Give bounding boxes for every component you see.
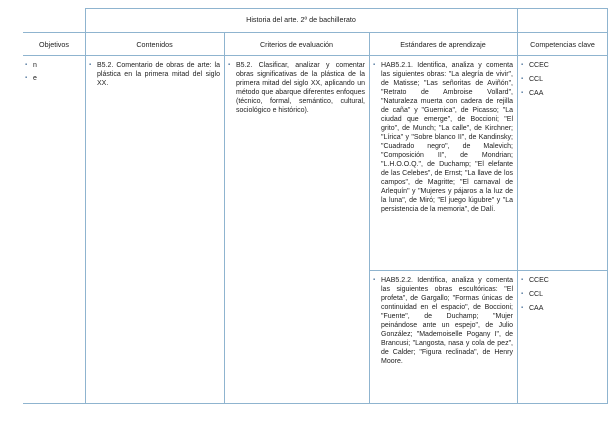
contenido-item: ▪ B5.2. Comentario de obras de arte: la plástica en la primera mitad del siglo XX. [89,61,220,88]
competencia-item: ▪ CAA [521,304,605,313]
competencia-item: ▪ CCEC [521,276,605,285]
table-title: Historia del arte. 2º de bachillerato [246,15,356,24]
estandar-item: ▪ HAB5.2.2. Identifica, analiza y comenta las siguientes obras escultóricas: "El profeta", de Gargallo; "Formas únicas de continuidad en el espacio", de Boccioni; "Fuente", de Duchamp; "Mujer peinándose ante un espejo", de Julio González; "Mademoiselle Pogany I", de Brancusi; "Langosta, nasa y cola de pez", de Calder; "Figura reclinada", de Henry Moore. [373,276,513,366]
right-border [607,8,608,404]
curriculum-table [23,8,608,404]
estandar-item: ▪ HAB5.2.1. Identifica, analiza y comenta las siguientes obras: "La alegría de vivir", de Matisse; "Las señoritas de Aviñón", "Retrato de Ambroise Vollard", "Naturaleza muerta con cadera de rejilla de caña" y "Guernica", de Picasso; "La ciudad que emerge", de Boccioni; "El grito", de Munch; "La calle", de Kirchner; "Lírica" y "Sobre blanco II", de Kandinsky; "Cuadrado negro", de Malevich; "Composición II", de Mondrian; "L.H.O.O.Q.", de Duchamp; "El elefante de las Celebes", de Ernst; "La llave de los campos", de Magritte; "El carnaval de Arlequín" y "Mujeres y pájaros a la luz de la luna", de Miró; "El juego lúgubre" y "La persistencia de la memoria", de Dalí. [373,61,513,214]
header-estandares: Estándares de aprendizaje [400,40,486,49]
objetivo-item: ▪ n [25,61,83,70]
top-border [85,8,608,9]
header-competencias: Competencias clave [530,40,595,49]
header-bottom-border [23,55,608,56]
estandares-cell-1 [373,61,513,218]
competencias-cell-1 [521,61,605,103]
criterio-item: ▪ B5.2. Clasificar, analizar y comentar obras significativas de la plástica de la primera mitad del siglo XX, aplicando un método que abarque diferentes enfoques (técnico, formal, semántico, cultural, sociológico e histórico). [228,61,365,115]
criterios-cell [228,61,365,119]
col-divider-4 [517,8,518,404]
competencias-cell-2 [521,276,605,318]
objetivos-cell [25,61,83,86]
estandares-cell-2 [373,276,513,370]
bottom-border [23,403,608,404]
objetivo-item: ▪ e [25,74,83,83]
title-bottom-border [23,32,608,33]
contenidos-cell [89,61,220,92]
competencia-item: ▪ CCL [521,290,605,299]
header-objetivos: Objetivos [39,40,69,49]
header-criterios: Criterios de evaluación [259,40,334,49]
col-divider-2 [224,32,225,404]
competencia-item: ▪ CCL [521,75,605,84]
col-divider-3 [369,32,370,404]
row-divider [369,270,608,271]
competencia-item: ▪ CAA [521,89,605,98]
header-contenidos: Contenidos [136,40,173,49]
competencia-item: ▪ CCEC [521,61,605,70]
col-divider-1 [85,8,86,404]
